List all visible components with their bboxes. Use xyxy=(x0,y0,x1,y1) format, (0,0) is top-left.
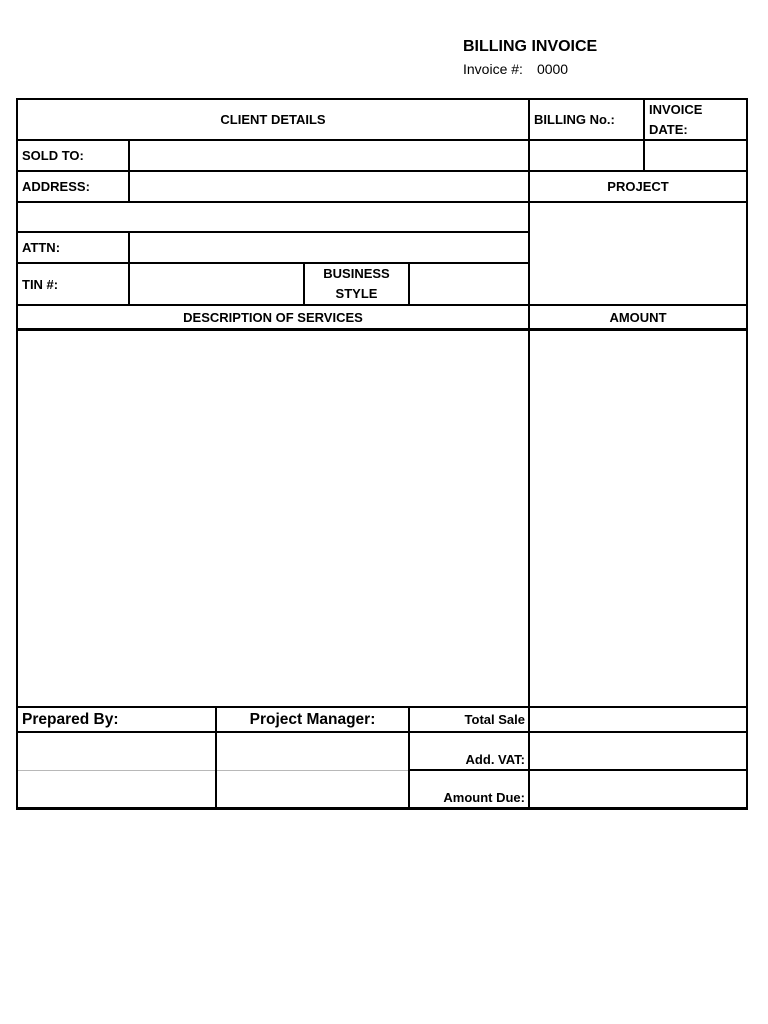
prepared-by-field[interactable] xyxy=(18,733,215,807)
business-style-label-line2: STYLE xyxy=(335,286,378,301)
project-header: PROJECT xyxy=(607,179,669,194)
description-area[interactable] xyxy=(18,331,528,706)
attn-field[interactable] xyxy=(130,233,528,262)
amount-due-label: Amount Due: xyxy=(443,789,525,805)
business-style-field[interactable] xyxy=(410,264,528,304)
invoice-number-line xyxy=(463,61,568,77)
business-style-label xyxy=(305,264,408,304)
amount-header: AMOUNT xyxy=(609,309,667,325)
sold-to-field[interactable] xyxy=(130,141,528,170)
project-manager-field[interactable] xyxy=(217,733,408,807)
project-manager-label: Project Manager: xyxy=(249,710,376,728)
tin-field[interactable] xyxy=(130,264,303,304)
sold-to-label: SOLD TO: xyxy=(22,148,84,163)
billing-no-field[interactable] xyxy=(530,141,643,170)
invoice-number-label: Invoice #: xyxy=(463,61,523,77)
amount-area[interactable] xyxy=(530,331,746,706)
attn-label: ATTN: xyxy=(22,240,61,255)
tin-label: TIN #: xyxy=(22,276,59,292)
billing-no-label: BILLING No.: xyxy=(534,112,615,127)
add-vat-field[interactable] xyxy=(530,733,746,769)
invoice-date-label-line1: INVOICE xyxy=(649,101,703,117)
business-style-label-line1: BUSINESS xyxy=(323,266,390,281)
address-field[interactable] xyxy=(130,172,528,201)
grid-line xyxy=(746,98,748,810)
invoice-date-label xyxy=(645,100,746,139)
invoice-date-label-line2: DATE: xyxy=(649,121,688,137)
address-line2-field[interactable] xyxy=(18,203,528,231)
invoice-title: BILLING INVOICE xyxy=(463,38,598,55)
amount-due-field[interactable] xyxy=(530,771,746,807)
add-vat-label: Add. VAT: xyxy=(465,751,525,767)
project-field[interactable] xyxy=(530,203,746,304)
invoice-number-value: 0000 xyxy=(536,61,569,77)
total-sale-field[interactable] xyxy=(530,708,746,731)
prepared-by-label: Prepared By: xyxy=(22,710,119,728)
address-label: ADDRESS: xyxy=(22,179,90,194)
total-sale-label: Total Sale xyxy=(464,712,525,727)
grid-line xyxy=(16,807,748,810)
description-header: DESCRIPTION OF SERVICES xyxy=(183,309,363,325)
invoice-date-field[interactable] xyxy=(645,141,746,170)
client-details-header: CLIENT DETAILS xyxy=(220,112,326,127)
